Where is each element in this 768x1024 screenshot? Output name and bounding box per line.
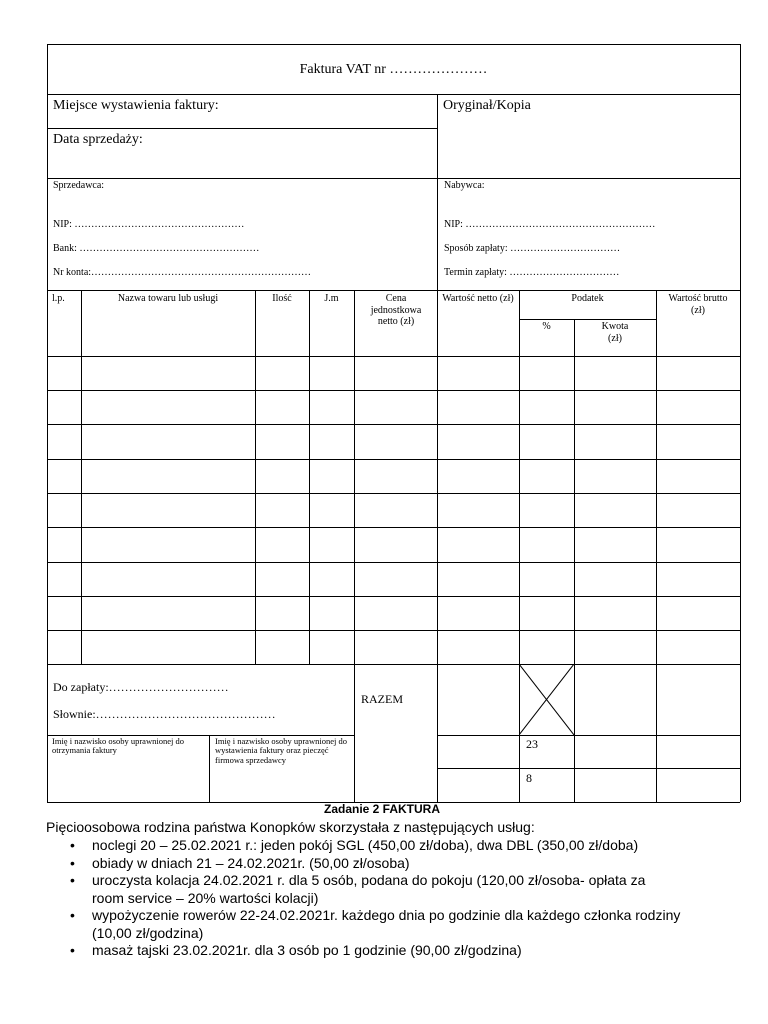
border-right [740, 44, 741, 802]
buyer-nip: NIP: ………………………………………………… [444, 219, 656, 230]
row-line [47, 493, 740, 494]
seller-nip: NIP: …………………………………………… [53, 219, 245, 230]
row-line [47, 424, 740, 425]
divider [437, 768, 740, 769]
col-line [656, 290, 657, 802]
col-header-name: Nazwa towaru lub usługi [117, 293, 219, 304]
divider [47, 356, 740, 357]
seller-account: Nr konta:………………………………………………………… [53, 267, 312, 278]
row-line [47, 459, 740, 460]
total-label: RAZEM [361, 692, 403, 706]
border-left [47, 44, 48, 802]
divider [47, 128, 437, 129]
task-intro: Pięcioosobowa rodzina państwa Konopków skorzystała z następujących usług: [46, 819, 535, 835]
col-header-net-value: Wartość netto (zł) [442, 293, 514, 304]
divider [47, 94, 740, 95]
col-line [209, 735, 210, 802]
task-title: Zadanie 2 FAKTURA [323, 802, 440, 816]
row-line [47, 596, 740, 597]
list-item: • uroczysta kolacja 24.02.2021 r. dla 5 osób, podana do pokoju (120,00 zł/osoba- opłata za room service – 20% wartości kolacji) [92, 872, 736, 907]
list-item: • masaż tajski 23.02.2021r. dla 3 osób po 1 godzinie (90,00 zł/godzina) [92, 942, 736, 960]
vat-rate-8: 8 [526, 771, 532, 785]
col-header-tax-pct: % [542, 321, 551, 332]
payment-method: Sposób zapłaty: …………………………… [444, 243, 621, 254]
col-header-unit-price: Cena jednostkowa netto (zł) [370, 293, 422, 327]
task-body [46, 819, 736, 960]
buyer-label: Nabywca: [444, 180, 485, 191]
col-header-qty: Ilość [272, 293, 292, 304]
divider [47, 178, 740, 179]
to-pay-label: Do zapłaty:………………………… [53, 680, 229, 694]
col-header-lp: l.p. [52, 293, 65, 304]
list-item: • obiady w dniach 21 – 24.02.2021r. (50,00 zł/osoba) [92, 855, 736, 873]
seller-label: Sprzedawca: [53, 180, 105, 191]
divider [519, 319, 656, 320]
row-line [47, 527, 740, 528]
row-line [47, 630, 740, 631]
list-item: • wypożyczenie rowerów 22-24.02.2021r. każdego dnia po godzinie dla każdego członka rodziny (10,00 zł/godzina) [92, 907, 736, 942]
invoice-title: Faktura VAT nr ………………… [299, 62, 488, 77]
original-copy-label: Oryginał/Kopia [443, 98, 531, 113]
col-header-unit: J.m [324, 293, 339, 304]
seller-bank: Bank: ……………………………………………… [53, 243, 260, 254]
task-list [46, 837, 736, 960]
row-line [47, 390, 740, 391]
border-top [47, 44, 740, 45]
cross-out-mark [519, 664, 574, 735]
auth-issue-label: Imię i nazwisko osoby uprawnionej do wystawienia faktury oraz pieczęć firmowa sprzedawcy [215, 736, 347, 765]
place-label: Miejsce wystawienia faktury: [53, 98, 219, 113]
auth-receive-label: Imię i nazwisko osoby uprawnionej do otrzymania faktury [52, 736, 184, 756]
col-header-tax: Podatek [571, 293, 604, 304]
vat-rate-23: 23 [526, 737, 538, 751]
col-header-gross: Wartość brutto (zł) [668, 293, 728, 316]
divider [437, 94, 438, 802]
row-line [47, 562, 740, 563]
col-line [255, 290, 256, 664]
col-line [309, 290, 310, 664]
in-words-label: Słownie:……………………………………… [53, 707, 276, 721]
list-item: • noclegi 20 – 25.02.2021 r.: jeden pokój SGL (450,00 zł/doba), dwa DBL (350,00 zł/doba) [92, 837, 736, 855]
divider [437, 735, 740, 736]
divider [47, 290, 740, 291]
col-line [354, 290, 355, 802]
row-line [47, 664, 740, 665]
col-line [574, 319, 575, 802]
col-line [81, 290, 82, 664]
payment-term: Termin zapłaty: …………………………… [444, 267, 620, 278]
col-header-tax-amount: Kwota (zł) [601, 321, 629, 344]
sale-date-label: Data sprzedaży: [53, 132, 143, 147]
